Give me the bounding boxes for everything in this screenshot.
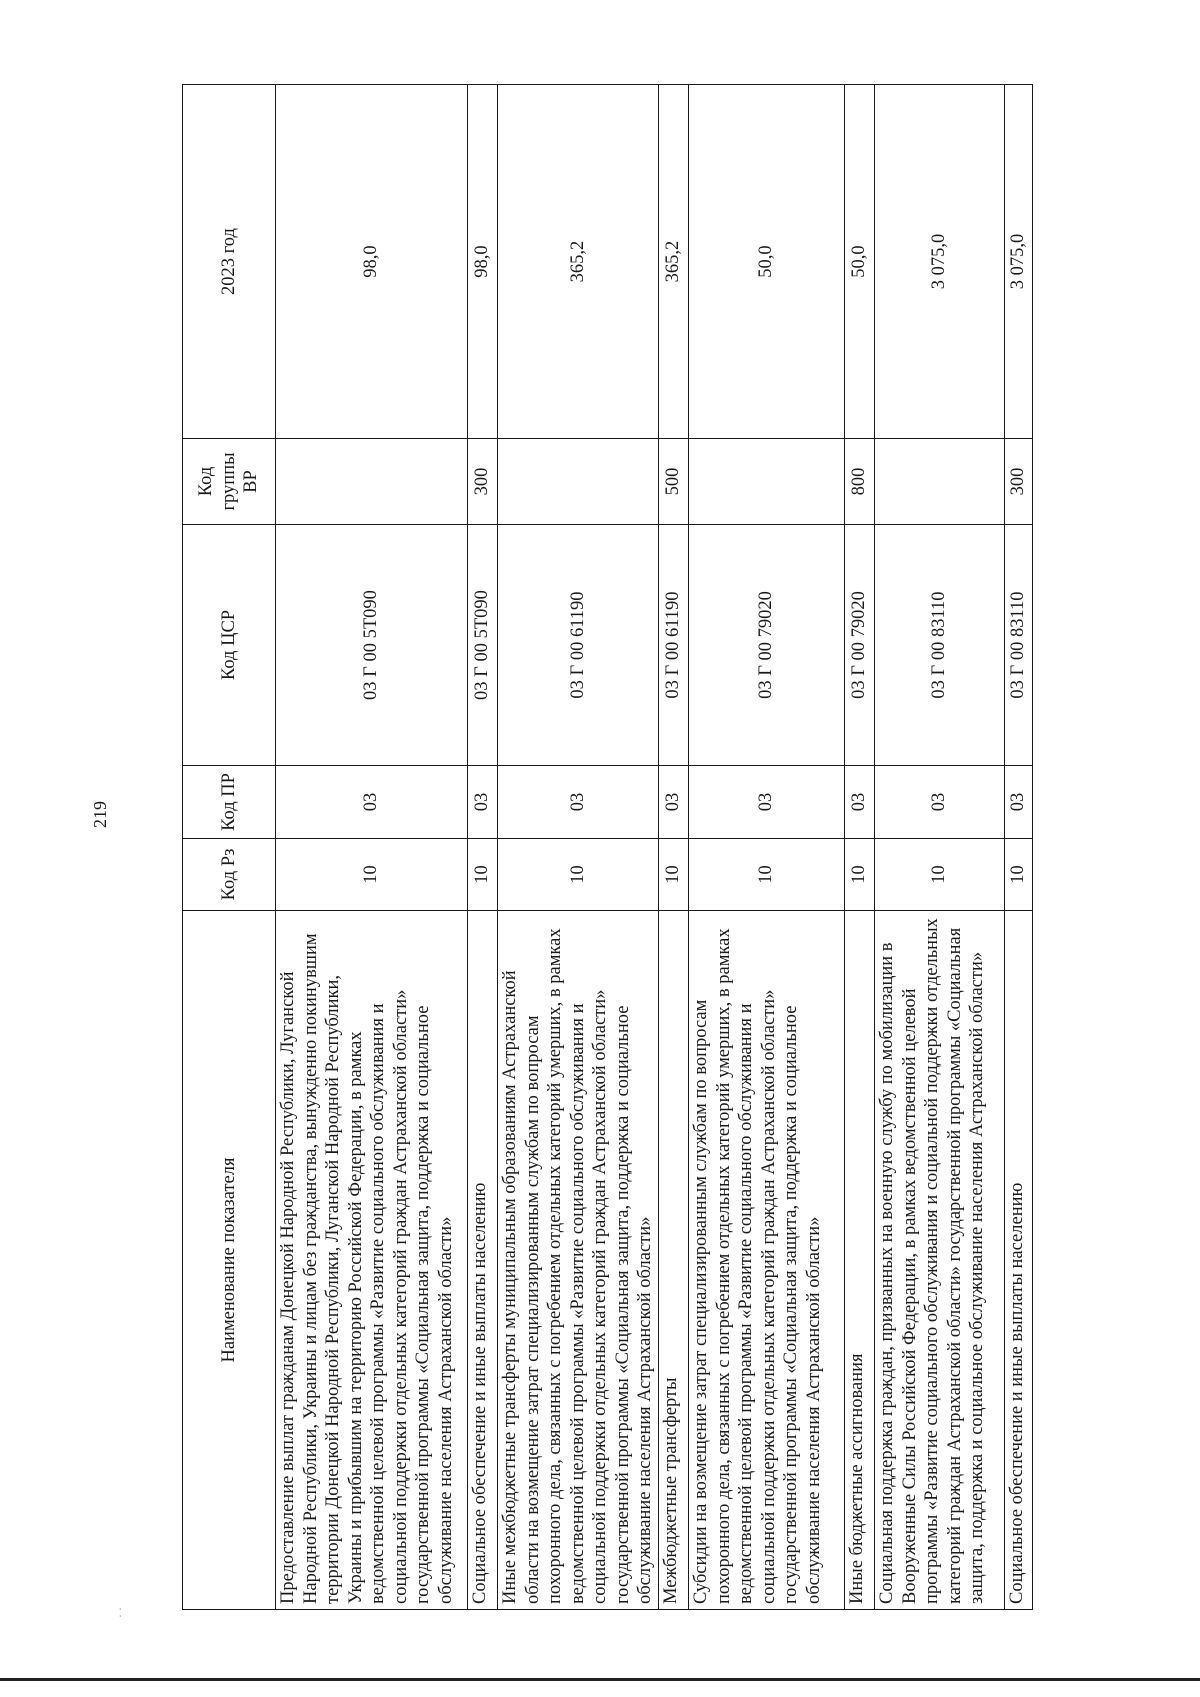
budget-table — [182, 84, 1033, 1610]
cell-vr — [276, 439, 468, 525]
cell-csr: 03 Г 00 79020 — [688, 525, 844, 766]
table-row — [276, 85, 468, 1610]
cell-amount: 365,2 — [498, 85, 659, 439]
cell-amount: 98,0 — [276, 85, 468, 439]
cell-vr — [498, 439, 659, 525]
page-number: 219 — [90, 801, 110, 828]
cell-vr: 300 — [468, 439, 498, 525]
bottom-rule — [0, 1678, 1200, 1681]
table-row — [658, 85, 688, 1610]
cell-vr: 300 — [1004, 439, 1032, 525]
cell-csr: 03 Г 00 83110 — [874, 525, 1004, 766]
cell-csr: 03 Г 00 5Т090 — [276, 525, 468, 766]
cell-csr: 03 Г 00 5Т090 — [468, 525, 498, 766]
cell-name: Социальное обеспечение и иные выплаты населению — [468, 911, 498, 1610]
table-header-row — [183, 85, 276, 1610]
header-vr: Код группы ВР — [183, 439, 276, 525]
cell-rz: 10 — [276, 839, 468, 911]
scan-mark: · · — [113, 1607, 127, 1618]
cell-rz: 10 — [874, 839, 1004, 911]
cell-rz: 10 — [1004, 839, 1032, 911]
cell-pr: 03 — [498, 766, 659, 839]
cell-name: Субсидии на возмещение затрат специализированным службам по вопросам похоронного дела, связанных с погребением отдельных категорий умерших, в рамках ведомственной целевой программы «Развитие социального обслуживания и социальной поддержки отдельных категорий граждан Астраханской области» государственной программы «Социальная защита, поддержка и социальное обслуживание населения Астраханской области» — [688, 911, 844, 1610]
cell-rz: 10 — [844, 839, 874, 911]
cell-vr: 500 — [658, 439, 688, 525]
header-csr: Код ЦСР — [183, 525, 276, 766]
cell-amount: 50,0 — [844, 85, 874, 439]
cell-rz: 10 — [688, 839, 844, 911]
table-row — [844, 85, 874, 1610]
header-rz: Код Рз — [183, 839, 276, 911]
cell-vr: 800 — [844, 439, 874, 525]
cell-name: Предоставление выплат гражданам Донецкой Народной Республики, Луганской Народной Республики, Украины и лицам без гражданства, вынужденно покинувшим территории Донецкой Народной Республики, Луганской Народной Республики, Украины и прибывшим на территорию Российской Федерации, в рамках ведомственной целевой программы «Развитие социального обслуживания и социальной поддержки отдельных категорий граждан Астраханской области» государственной программы «Социальная защита, поддержка и социальное обслуживание населения Астраханской области» — [276, 911, 468, 1610]
cell-pr: 03 — [658, 766, 688, 839]
cell-pr: 03 — [276, 766, 468, 839]
cell-name: Социальная поддержка граждан, призванных на военную службу по мобилизации в Вооруженные Силы Российской Федерации, в рамках ведомственной целевой программы «Развитие социального обслуживания и социальной поддержки отдельных категорий граждан Астраханской области» государственной программы «Социальная защита, поддержка и социальное обслуживание населения Астраханской области» — [874, 911, 1004, 1610]
cell-rz: 10 — [468, 839, 498, 911]
cell-name: Социальное обеспечение и иные выплаты населению — [1004, 911, 1032, 1610]
cell-name: Иные бюджетные ассигнования — [844, 911, 874, 1610]
table-row — [468, 85, 498, 1610]
cell-name: Иные межбюджетные трансферты муниципальным образованиям Астраханской области на возмещение затрат специализированным службам по вопросам похоронного дела, связанных с погребением отдельных категорий умерших, в рамках ведомственной целевой программы «Развитие социального обслуживания и социальной поддержки отдельных категорий граждан Астраханской области» государственной программы «Социальная защита, поддержка и социальное обслуживание населения Астраханской области» — [498, 911, 659, 1610]
cell-pr: 03 — [844, 766, 874, 839]
cell-csr: 03 Г 00 83110 — [1004, 525, 1032, 766]
cell-pr: 03 — [468, 766, 498, 839]
table-row — [498, 85, 659, 1610]
cell-amount: 98,0 — [468, 85, 498, 439]
cell-csr: 03 Г 00 61190 — [498, 525, 659, 766]
rotated-table-wrapper — [182, 85, 1052, 1610]
cell-pr: 03 — [1004, 766, 1032, 839]
cell-vr — [874, 439, 1004, 525]
table-row — [688, 85, 844, 1610]
cell-vr — [688, 439, 844, 525]
cell-amount: 3 075,0 — [874, 85, 1004, 439]
cell-csr: 03 Г 00 61190 — [658, 525, 688, 766]
cell-pr: 03 — [874, 766, 1004, 839]
cell-rz: 10 — [658, 839, 688, 911]
cell-pr: 03 — [688, 766, 844, 839]
cell-amount: 3 075,0 — [1004, 85, 1032, 439]
header-name: Наименование показателя — [183, 911, 276, 1610]
cell-name: Межбюджетные трансферты — [658, 911, 688, 1610]
table-row — [1004, 85, 1032, 1610]
cell-amount: 365,2 — [658, 85, 688, 439]
cell-amount: 50,0 — [688, 85, 844, 439]
header-pr: Код ПР — [183, 766, 276, 839]
cell-rz: 10 — [498, 839, 659, 911]
table-row — [874, 85, 1004, 1610]
cell-csr: 03 Г 00 79020 — [844, 525, 874, 766]
header-year: 2023 год — [183, 85, 276, 439]
